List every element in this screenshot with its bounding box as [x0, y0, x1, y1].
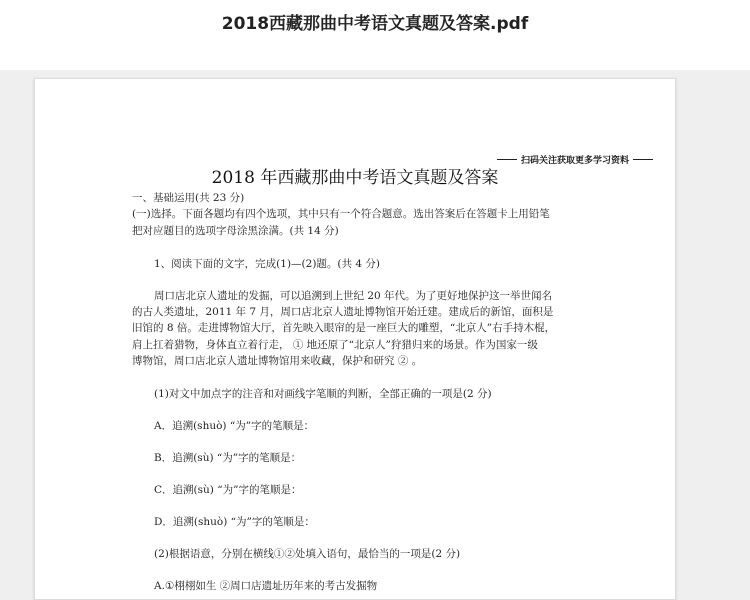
passage-line: 周口店北京人遗址的发掘，可以追溯到上世纪 20 年代。为了更好地保护这一举世闻名 [154, 290, 553, 302]
viewer-header [0, 0, 750, 70]
file-title: 2018西藏那曲中考语文真题及答案.pdf [221, 14, 529, 34]
option-2a: A.①栩栩如生 ②周口店遗址历年来的考古发掘物 [154, 580, 378, 592]
option-b: B．追溯(sù) “为”字的笔顺是： [154, 452, 302, 464]
promo-dash-left [497, 159, 517, 160]
question-1: 1、阅读下面的文字，完成(1)—(2)题。(共 4 分) [154, 258, 380, 270]
option-d: D．追溯(shuò) “为”字的笔顺是： [154, 516, 315, 528]
sub-question-1: (1)对文中加点字的注音和对画线字笔顺的判断，全部正确的一项是(2 分) [154, 388, 492, 400]
instruction-line: (一)选择。下面各题均有四个选项，其中只有一个符合题意。选出答案后在答题卡上用铅笔 [132, 208, 550, 220]
document-title: 2018 年西藏那曲中考语文真题及答案 [211, 168, 499, 188]
passage-line: 旧馆的 8 倍。走进博物馆大厅，首先映入眼帘的是一座巨大的雕塑，“北京人”右手持木棍， [132, 322, 556, 334]
instruction-line: 把对应题目的选项字母涂黑涂满。(共 14 分) [132, 225, 339, 237]
option-a: A．追溯(shuò) “为”字的笔顺是： [154, 420, 315, 432]
promo-text: 扫码关注获取更多学习资料 [520, 156, 629, 166]
option-c: C．追溯(sù) “为”字的笔顺是： [154, 484, 302, 496]
passage-line: 肩上扛着猎物，身体直立着行走， ① 地还原了“北京人”狩猎归来的场景。作为国家一级 [132, 339, 538, 351]
passage-line: 的古人类遗址，2011 年 7 月，周口店北京人遗址博物馆开始迁建。建成后的新馆，面积是 [132, 306, 554, 318]
passage-line: 博物馆，周口店北京人遗址博物馆用来收藏，保护和研究 ② 。 [132, 355, 423, 367]
sub-question-2: (2)根据语意，分别在横线①②处填入语句，最恰当的一项是(2 分) [154, 548, 461, 560]
pdf-page [34, 78, 676, 600]
section-heading: 一、基础运用(共 23 分) [132, 192, 245, 204]
promo-dash-right [633, 159, 653, 160]
